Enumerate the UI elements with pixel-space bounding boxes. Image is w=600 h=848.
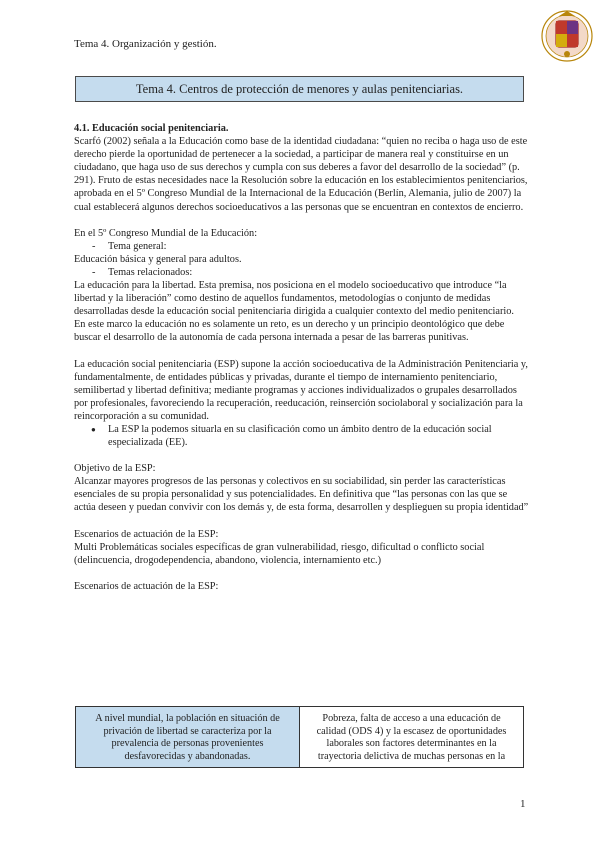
document-body (74, 122, 530, 593)
page-header: Tema 4. Organización y gestión. (74, 38, 217, 50)
table-cell: A nivel mundial, la población en situación de privación de libertad se caracteriza por la prevalencia de personas provenientes desfavorecidas y abandonadas. (76, 707, 300, 767)
topic-general-label: Tema general: (108, 240, 167, 252)
objective-text: Alcanzar mayores progresos de las personas y colectivos en su sociabilidad, sin perder las características esenciales de su propia personalidad y sus potencialidades. En definitiva que “las personas con las que se actúa deseen y puedan convivir con los demás y, de esta forma, desarrollen y desplieguen su propia identidad” (74, 476, 529, 514)
intro-paragraph: Scarfó (2002) señala a la Educación como base de la identidad ciudadana: “quien no reciba o haga uso de este derecho pierde la oportunidad de pertenecer a la sociedad, a participar de manera real y constituirse en un ciudadano, que haga uso de sus derechos y cumpla con sus deberes a favor del desarrollo de la sociedad” (p. 291). Fruto de estas necesidades nace la Resolución sobre la educación en los establecimientos penitenciarios, aprobada en el 5º Congreso Mundial de la Internacional de la Educación (Berlín, Alemania, julio de 2007) la cual establecerá algunos derechos socioeducativos a las personas que se encuentran en contextos de encierro. (74, 136, 528, 213)
university-seal-icon (541, 8, 593, 64)
list-item (74, 240, 530, 253)
esp-bullet: ● La ESP la podemos situarla en su clasificación como un ámbito dentro de la educación social especializada (EE). (74, 423, 530, 449)
topic-general-value: Educación básica y general para adultos. (74, 253, 242, 265)
topic-related-label: Temas relacionados: (108, 266, 193, 278)
page-number: 1 (520, 798, 526, 810)
scenarios-text: Multi Problemáticas sociales específicas de gran vulnerabilidad, riesgo, dificultad o conflicto social (delincuencia, drogodependencia, abandono, violencia, internamiento etc.) (74, 541, 485, 566)
page-title: Tema 4. Centros de protección de menores y aulas penitenciarias. (75, 76, 524, 102)
freedom-paragraph: La educación para la libertad. Esta premisa, nos posiciona en el modelo socioeducativo que introduce “la libertad y la liberación” como destino de aquellos fundamentos, metodologías o conjunto de medidas desarrolladas desde la educación social penitenciaria dirigida a cualquier contexto del medio penitenciario. (74, 280, 515, 318)
objective-label: Objetivo de la ESP: (74, 463, 156, 475)
table-cell: Pobreza, falta de acceso a una educación de calidad (ODS 4) y la escasez de oportunidades laborales son factores determinantes en la trayectoria delictiva de muchas personas en la (300, 707, 523, 767)
congress-line: En el 5º Congreso Mundial de la Educación: (74, 227, 258, 239)
scenarios-label: Escenarios de actuación de la ESP: (74, 528, 219, 540)
scenarios-label: Escenarios de actuación de la ESP: (74, 580, 219, 592)
scenarios-table (75, 706, 524, 768)
frame-paragraph: En este marco la educación no es solamente un reto, es un derecho y un principio deontológico que debe buscar el desarrollo de la autonomía de cada persona internada a pesar de las barreras punitivas. (74, 319, 505, 344)
esp-paragraph: La educación social penitenciaria (ESP) supone la acción socioeducativa de la Administración Penitenciaria y, fundamentalmente, de entidades públicas y privadas, durante el tiempo de internamiento penitenciario, semilibertad y libertad definitiva; mediante programas y acciones individualizados o grupales desarrollados por profesionales, favoreciendo la recuperación, reeducación, reinserción sociolaboral y socialización para la reincorporación a su comunidad. (74, 358, 528, 422)
list-item (74, 266, 530, 279)
section-heading: 4.1. Educación social penitenciaria. (74, 123, 229, 134)
